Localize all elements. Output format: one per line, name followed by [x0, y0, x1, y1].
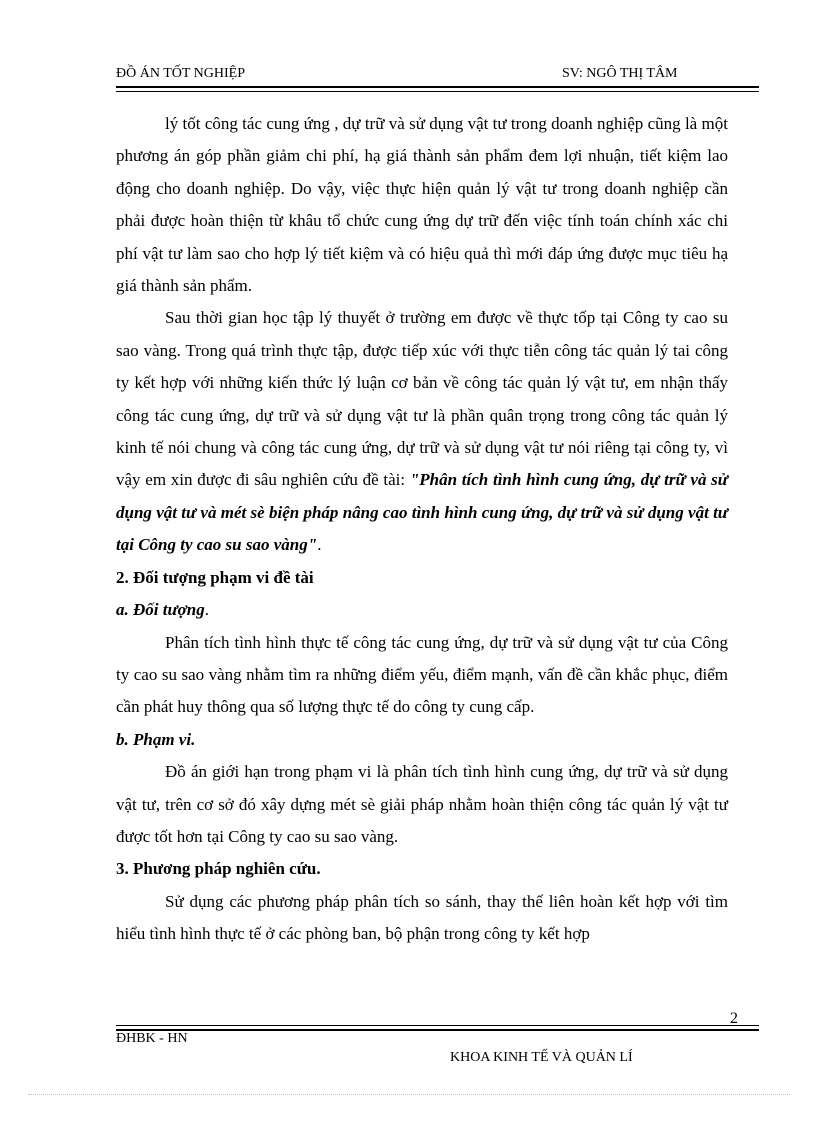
paragraph-5: Sử dụng các phương pháp phân tích so sánh, thay thế liên hoàn kết hợp với tìm hiểu tình hình thực tế ở các phòng ban, bộ phận trong công ty kết hợp: [116, 891, 728, 944]
header-rule-thin: [116, 91, 759, 92]
footer-faculty: KHOA KINH TẾ VÀ QUẢN LÍ: [450, 1050, 633, 1065]
footer-rule-thin: [116, 1025, 759, 1026]
subheading-a: [116, 594, 728, 626]
page-edge-dotted-line: [28, 1094, 790, 1095]
section-heading-2: 2. Đối tượng phạm vi đề tài: [116, 567, 314, 587]
footer-university: ĐHBK - HN: [116, 1031, 188, 1046]
subheading-a-text: a. Đối tượng: [116, 600, 205, 620]
subheading-a-end: .: [204, 600, 209, 620]
paragraph-4: Đồ án giới hạn trong phạm vi là phân tích tình hình cung ứng, dự trữ và sử dụng vật tư, trên cơ sở đó xây dựng mét sè giải pháp nhằm hoàn thiện công tác quản lý vật tư được tốt hơn tại Công ty cao su sao vàng.: [116, 762, 728, 846]
paragraph-2: [116, 302, 728, 561]
page-header: [116, 64, 758, 86]
paragraph-1: lý tốt công tác cung ứng , dự trữ và sử dụng vật tư trong doanh nghiệp cũng là một phương án góp phần giảm chi phí, hạ giá thành sản phẩm đem lợi nhuận, tiết kiệm lao động cho doanh nghiệp. Do vậy, việc thực hiện quản lý vật tư trong doanh nghiệp cần phải được hoàn thiện từ khâu tổ chức cung ứng dự trữ đến việc tính toán chính xác chi phí vật tư làm sao cho hợp lý tiết kiệm và có hiệu quả thì mới đáp ứng được mục tiêu hạ giá thành sản phẩm.: [116, 114, 728, 296]
header-author: SV: NGÔ THỊ TÂM: [562, 66, 678, 81]
paragraph-2-end: .: [317, 535, 322, 555]
subheading-b: b. Phạm vi.: [116, 729, 196, 749]
section-heading-3: 3. Phương pháp nghiên cứu.: [116, 859, 321, 879]
footer-rule-thick: [116, 1029, 759, 1031]
header-title: ĐỒ ÁN TỐT NGHIỆP: [116, 66, 245, 81]
document-body: [116, 108, 728, 951]
paragraph-2-text: Sau thời gian học tập lý thuyết ở trường em được về thực tốp tại Công ty cao su sao vàng. Trong quá trình thực tập, được tiếp xúc với thực tiễn công tác quản lý tai công ty kết hợp với những kiến thức lý luận cơ bản về công tác quản lý vật tư, em nhận thấy công tác cung ứng, dự trữ và sử dụng vật tư là phần quân trọng trong công tác quản lý kinh tế nói chung và công tác cung ứng, dự trữ và sử dụng vật tư nói riêng tại công ty, vì vậy em xin được đi sâu nghiên cứu đề tài:: [116, 308, 728, 490]
thesis-topic: "Phân tích tình hình cung ứng, dự trữ và sử dụng vật tư và mét sè biện pháp nâng cao tình hình cung ứng, dự trữ và sử dụng vật tư tại Công ty cao su sao vàng": [116, 470, 728, 555]
header-rule-thick: [116, 86, 759, 88]
page-number: 2: [730, 1010, 738, 1027]
paragraph-3: Phân tích tình hình thực tế công tác cung ứng, dự trữ và sử dụng vật tư của Công ty cao su sao vàng nhằm tìm ra những điểm yếu, điểm mạnh, vấn đề cần khắc phục, điểm cần phát huy thông qua số lượng thực tế do công ty cung cấp.: [116, 632, 728, 717]
